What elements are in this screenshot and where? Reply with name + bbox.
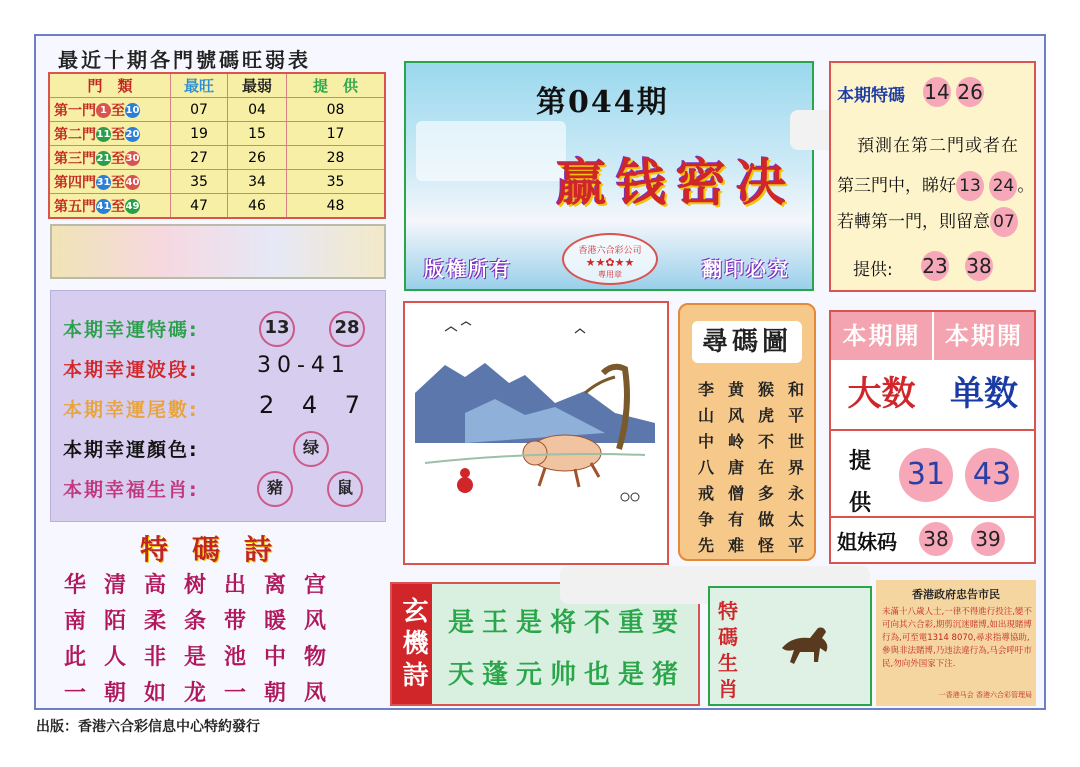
poem-title: 特碼詩 [140,533,297,566]
search-title: 尋碼圖 [692,321,802,363]
lucky-tail-value: 2 4 7 [259,391,371,419]
poem-line: 华清高树出离宫 [64,572,345,598]
open-header: 本期開 [831,312,932,360]
predict-number: 07 [990,207,1018,237]
header-group: 門 類 [49,73,171,98]
poem-line: 此人非是池中物 [64,644,345,670]
lucky-special-number: 13 [259,311,295,347]
search-column: 和平世界永太平 [787,380,804,555]
lucky-box [50,290,386,522]
lucky-zodiac-value: 豬 [257,471,293,507]
open-provide-number: 43 [965,448,1019,502]
hot-table-title: 最近十期各門號碼旺弱表 [58,48,311,72]
cell-provide: 48 [287,194,386,219]
predict-line3 [837,207,1018,237]
table-row [49,194,385,219]
cell-provide: 35 [287,170,386,194]
table-row [49,146,385,170]
predict-number: 24 [989,171,1017,201]
mystic-label: 玄機詩 [392,584,432,704]
lucky-band-label: 本期幸運波段: [63,359,199,381]
banner-title: 赢钱密决 [556,153,796,212]
to-label: 至 [111,198,125,215]
sister-number: 39 [971,522,1005,556]
range-from: 31 [96,177,111,188]
to-label: 至 [111,174,125,191]
lucky-special-number: 28 [329,311,365,347]
header-hot: 最旺 [171,73,228,98]
search-column: 李山中八戒争先 [697,380,714,555]
header-provide: 提 供 [287,73,386,98]
lucky-color-label: 本期幸運顏色: [63,439,199,461]
open-box [829,310,1036,564]
publisher-footer: 出版：香港六合彩信息中心特約發行 [36,719,260,735]
group-label: 第一門 [54,102,96,119]
to-label: 至 [111,126,125,143]
cell-provide: 28 [287,146,386,170]
zodiac-label: 特碼生肖 [718,599,738,701]
blurred-strip [50,224,386,279]
cell-hot: 19 [171,122,228,146]
special-number: 14 [923,77,951,107]
predict-line2 [837,171,1034,201]
table-row [49,98,385,122]
range-from: 11 [96,129,111,140]
predict-line1: 預測在第二門或者在 [857,136,1019,156]
zodiac-box [708,586,872,706]
range-from: 1 [96,103,111,118]
special-label: 本期特碼 [837,86,905,106]
open-header: 本期開 [934,312,1034,360]
cell-weak: 15 [228,122,287,146]
hot-table [48,72,386,219]
cell-hot: 27 [171,146,228,170]
open-provide-number: 31 [899,448,953,502]
notice-sign: 一香港马会 香港六合彩管理局 [938,691,1032,699]
range-from: 41 [96,201,111,212]
search-column: 黄风岭唐僧有难 [727,380,744,555]
lucky-color-value: 绿 [293,431,329,467]
to-label: 至 [111,102,125,119]
seal-stamp [562,233,658,285]
sister-number: 38 [919,522,953,556]
table-row [49,170,385,194]
cell-weak: 04 [228,98,287,122]
lucky-band-value: 30-41 [257,353,351,378]
notice-box [876,580,1036,706]
predict-line3-text: 若轉第一門，則留意 [837,212,990,232]
seal-bottom-text: 專用章 [598,270,622,279]
range-from: 21 [96,153,111,164]
special-number: 26 [956,77,984,107]
predict-line2-text: 第三門中，睇好 [837,176,956,196]
cell-weak: 46 [228,194,287,219]
header-weak: 最弱 [228,73,287,98]
range-to: 10 [125,105,140,116]
mystic-line: 天蓬元帅也是猪 [448,660,687,690]
open-provide-label: 提供 [849,448,872,516]
table-row [49,122,385,146]
predict-line2-end: 。 [1017,176,1035,196]
provide-number: 23 [921,251,949,281]
lucky-zodiac-label: 本期幸福生肖: [63,479,199,501]
provide-number: 38 [965,251,993,281]
issue-number: 第044期 [536,85,669,120]
blur-patch [416,121,566,181]
picture-box [403,301,669,565]
range-to: 20 [125,129,140,140]
provide-label: 提供: [853,260,893,280]
notice-title: 香港政府忠告市民 [912,588,1000,601]
cell-weak: 26 [228,146,287,170]
search-column: 猴虎不在多做怪 [757,380,774,555]
group-label: 第三門 [54,150,96,167]
landscape-pig-illustration [405,303,667,563]
mystic-line: 是王是将不重要 [448,608,687,638]
range-to: 49 [125,201,140,212]
range-to: 30 [125,153,140,164]
lucky-tail-label: 本期幸運尾數: [63,399,199,421]
cell-provide: 17 [287,122,386,146]
cell-hot: 47 [171,194,228,219]
star-icons: ★★✿★★ [585,256,635,269]
poem-line: 一朝如龙一朝凤 [64,680,345,706]
no-copy-label: 翻印必究 [702,257,790,281]
cell-provide: 08 [287,98,386,122]
group-label: 第四門 [54,174,96,191]
cell-weak: 34 [228,170,287,194]
divider [831,429,1034,431]
open-odd-even: 单数 [950,374,1018,414]
range-to: 40 [125,177,140,188]
search-grid [678,303,816,561]
sister-label: 姐妹码 [837,530,897,554]
seal-top-text: 香港六合彩公司 [578,246,642,256]
horse-icon [774,618,838,670]
group-label: 第五門 [54,198,96,215]
lucky-zodiac-value: 鼠 [327,471,363,507]
copyright-label: 版権所有 [424,257,512,281]
predict-number: 13 [956,171,984,201]
special-box [829,61,1036,292]
banner [404,61,814,291]
open-big-small: 大数 [847,374,916,414]
divider [831,516,1034,518]
group-label: 第二門 [54,126,96,143]
lucky-special-label: 本期幸運特碼: [63,319,199,341]
to-label: 至 [111,150,125,167]
poem-line: 南陌柔条带暖风 [64,608,345,634]
notice-body: 未滿十八歲人士,一律不得進行投注,變不可向其六合彩,期剪沉迷賭博,如出現賭博行為,可至電1314 8070,尋求指導協助,參與非法賭博,乃违法違行為,马会呼吁市民,勿向外国家下注. [882,607,1032,669]
cell-hot: 07 [171,98,228,122]
cell-hot: 35 [171,170,228,194]
